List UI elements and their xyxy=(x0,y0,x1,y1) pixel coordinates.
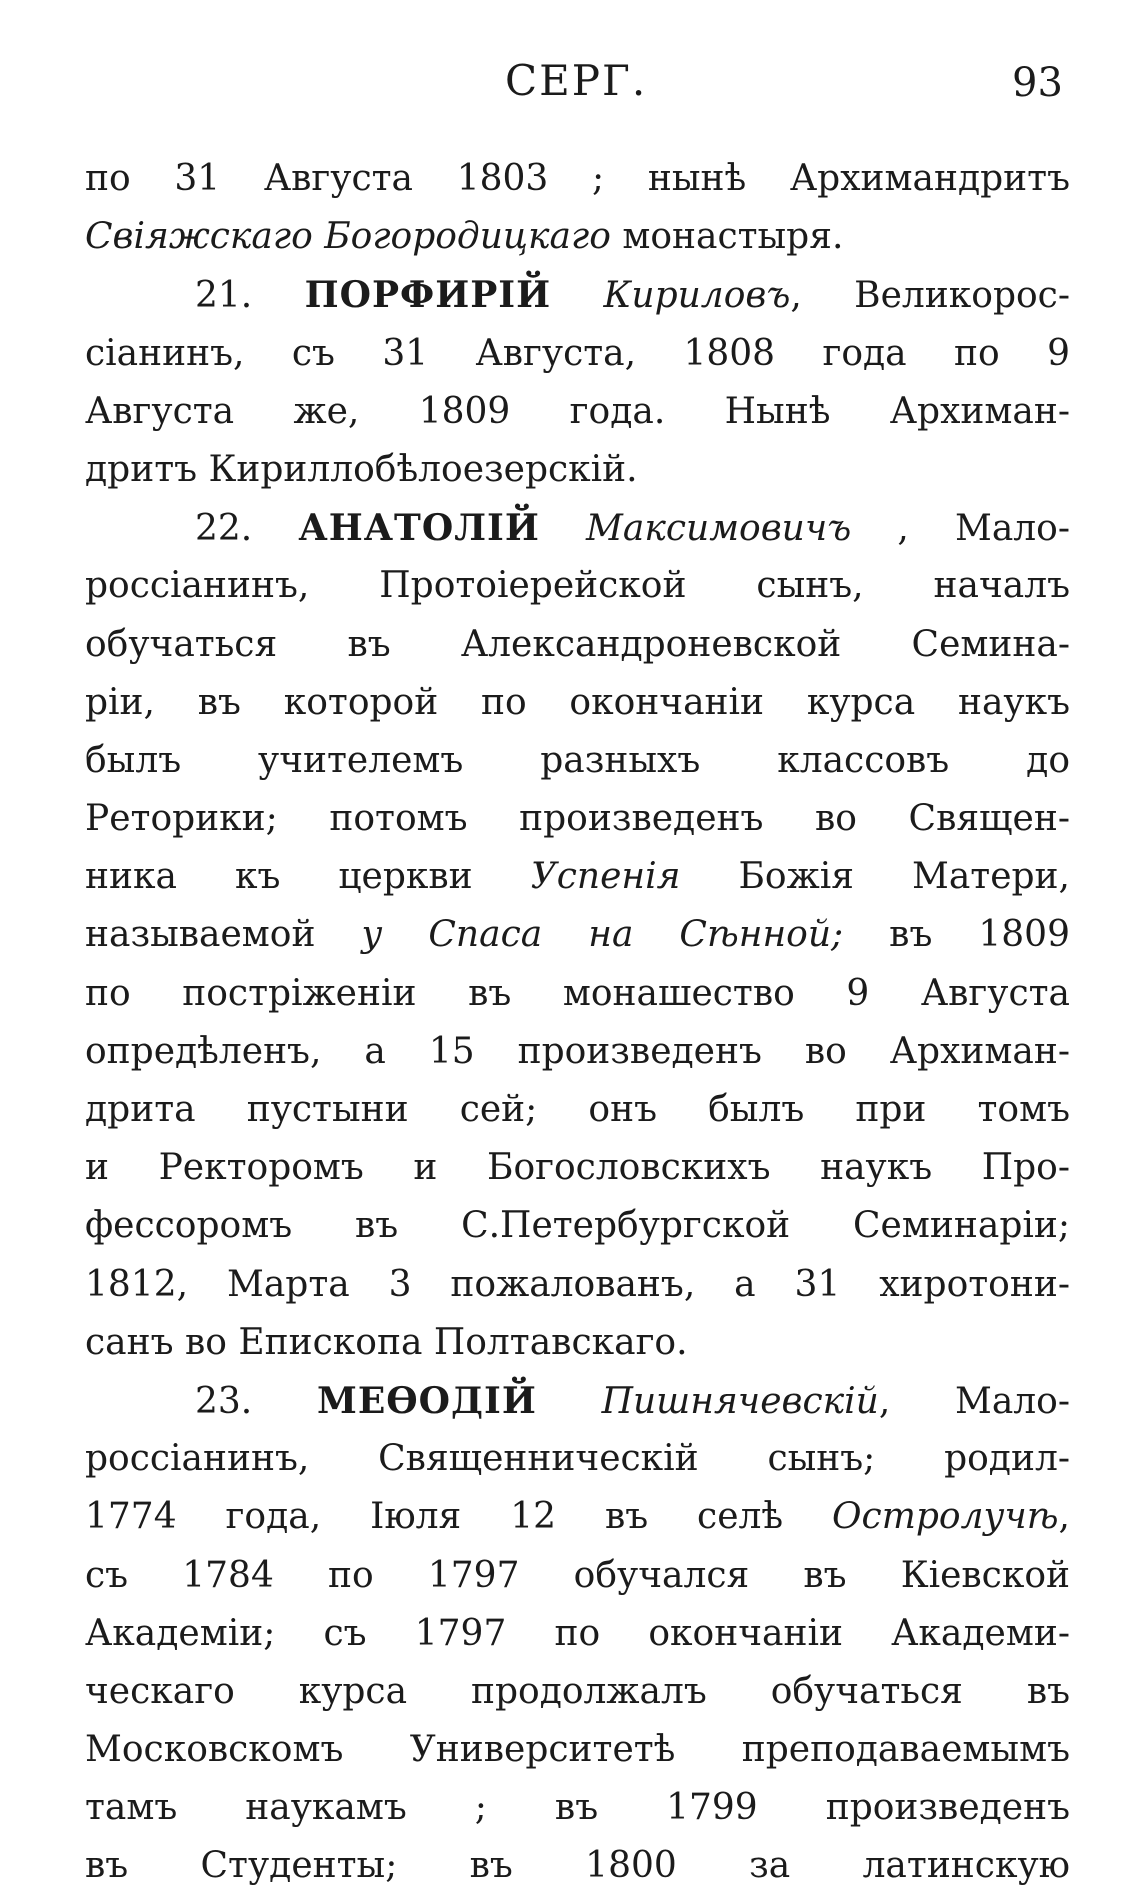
text-line xyxy=(85,1837,1070,1895)
text-segment: въ 1809 xyxy=(843,914,1070,956)
text-segment: Академіи; съ 1797 по окончаніи Академи- xyxy=(85,1612,1070,1654)
text-segment: опредѣленъ, а 15 произведенъ во Архиман- xyxy=(85,1030,1070,1072)
text-line xyxy=(85,208,1070,266)
italic-text: Свіяжскаго Богородицкаго xyxy=(85,216,611,258)
text-line xyxy=(85,557,1070,615)
text-segment: по 31 Августа 1803 ; нынѣ Архимандритъ xyxy=(85,158,1070,199)
text-segment: называемой xyxy=(85,914,362,956)
text-segment: ника къ церкви xyxy=(85,856,531,898)
text-segment: 23. xyxy=(195,1380,317,1422)
text-segment xyxy=(540,508,586,549)
entry-name: ПОРФИРІЙ xyxy=(304,274,552,317)
text-segment: , Мало- xyxy=(851,508,1070,550)
italic-text: Пишнячевскій xyxy=(601,1380,879,1422)
text-line xyxy=(85,1197,1070,1255)
text-segment: 1812, Марта 3 пожалованъ, а 31 хиротони- xyxy=(85,1263,1070,1305)
text-segment: , Мало- xyxy=(878,1380,1070,1422)
text-segment: россіанинъ, Протоіерейской сынъ, началъ xyxy=(85,565,1070,607)
text-segment: былъ учителемъ разныхъ классовъ до xyxy=(85,739,1070,781)
text-segment: Московскомъ Университетѣ преподаваемымъ xyxy=(85,1729,1070,1771)
text-line xyxy=(85,1488,1070,1546)
text-line xyxy=(85,1314,1070,1372)
text-line xyxy=(85,266,1070,324)
text-line xyxy=(85,1779,1070,1837)
text-line xyxy=(85,674,1070,732)
text-segment: по пострiженіи въ монашество 9 Августа xyxy=(85,972,1070,1014)
text-line xyxy=(85,1605,1070,1663)
text-segment: обучаться въ Александроневской Семина- xyxy=(85,623,1070,665)
text-line xyxy=(85,1081,1070,1139)
running-head: СЕРГ. xyxy=(505,56,648,105)
text-line xyxy=(85,1430,1070,1488)
text-line xyxy=(85,441,1070,499)
italic-text: у Спаса на Сѣнной; xyxy=(361,914,844,956)
page-number: 93 xyxy=(1012,60,1063,106)
body-text xyxy=(85,150,1070,1896)
entry-name: МЕѲОДІЙ xyxy=(316,1379,537,1422)
page-header xyxy=(0,48,1140,118)
text-segment: съ 1784 по 1797 обучался въ Кіевской xyxy=(85,1554,1070,1596)
text-line xyxy=(85,965,1070,1023)
text-segment xyxy=(551,275,603,316)
text-line xyxy=(85,150,1070,208)
text-line xyxy=(85,1372,1070,1430)
entry-name: АНАТОЛІЙ xyxy=(298,507,540,550)
text-line xyxy=(85,1023,1070,1081)
text-line xyxy=(85,383,1070,441)
text-segment: , xyxy=(1058,1496,1070,1538)
text-line xyxy=(85,1256,1070,1314)
text-segment: монастыря. xyxy=(610,216,844,258)
text-segment: дрита пустыни сей; онъ былъ при томъ xyxy=(85,1089,1070,1130)
text-segment: сіанинъ, съ 31 Августа, 1808 года по 9 xyxy=(85,332,1070,374)
text-line xyxy=(85,906,1070,964)
text-line xyxy=(85,1663,1070,1721)
text-line xyxy=(85,325,1070,383)
text-segment: россіанинъ, Священническій сынъ; родил- xyxy=(85,1438,1070,1480)
text-line xyxy=(85,1547,1070,1605)
text-segment: ріи, въ которой по окончаніи курса наукъ xyxy=(85,681,1070,723)
text-segment: тамъ наукамъ ; въ 1799 произведенъ xyxy=(85,1787,1070,1829)
text-segment: и Ректоромъ и Богословскихъ наукъ Про- xyxy=(85,1147,1070,1189)
text-segment xyxy=(537,1381,602,1422)
text-segment: дритъ Кириллобѣлоезерскій. xyxy=(85,448,638,490)
text-segment: фессоромъ въ С.Петербургской Семинаріи; xyxy=(85,1205,1070,1247)
text-segment: 22. xyxy=(195,508,299,550)
text-line xyxy=(85,1139,1070,1197)
text-segment: санъ во Епископа Полтавскаго. xyxy=(85,1321,688,1363)
text-segment: въ Студенты; въ 1800 за латинскую xyxy=(85,1845,1070,1887)
text-line xyxy=(85,848,1070,906)
text-segment: ческаго курса продолжалъ обучаться въ xyxy=(85,1670,1070,1712)
text-line xyxy=(85,1721,1070,1779)
text-line xyxy=(85,499,1070,557)
text-line xyxy=(85,790,1070,848)
italic-text: Остролучѣ xyxy=(832,1496,1059,1538)
text-line xyxy=(85,732,1070,790)
text-segment: Августа же, 1809 года. Нынѣ Архиман- xyxy=(85,390,1070,432)
text-segment: 1774 года, Іюля 12 въ селѣ xyxy=(85,1496,833,1538)
text-segment: , Великорос- xyxy=(790,275,1070,317)
text-segment: 21. xyxy=(195,275,305,317)
italic-text: Кириловъ xyxy=(603,275,791,317)
italic-text: Максимовичъ xyxy=(586,508,852,550)
italic-text: Успенія xyxy=(530,856,681,898)
text-line xyxy=(85,616,1070,674)
text-segment: Божія Матери, xyxy=(680,856,1070,898)
text-segment: Реторики; потомъ произведенъ во Священ- xyxy=(85,798,1070,840)
